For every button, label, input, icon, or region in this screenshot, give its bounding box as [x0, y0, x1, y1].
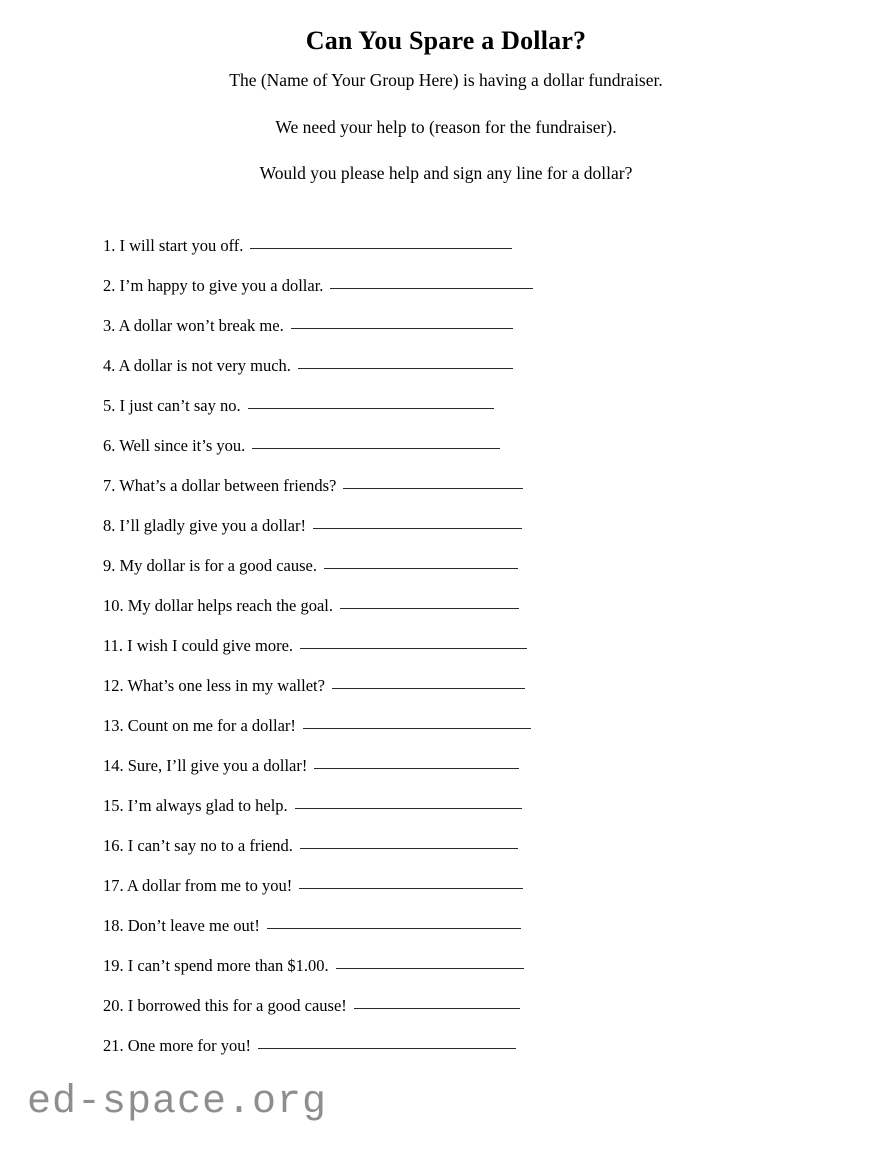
signature-write-in-line[interactable] — [313, 528, 522, 529]
list-item — [103, 638, 803, 678]
signature-prompt-text: 9. My dollar is for a good cause. — [103, 556, 317, 575]
list-item — [103, 278, 803, 318]
list-item — [103, 878, 803, 918]
list-item — [103, 398, 803, 438]
site-watermark: ed-space.org — [27, 1080, 328, 1125]
signature-write-in-line[interactable] — [248, 408, 494, 409]
signature-write-in-line[interactable] — [336, 968, 524, 969]
intro-line: Would you please help and sign any line for a dollar? — [259, 163, 633, 183]
signature-write-in-line[interactable] — [330, 288, 533, 289]
signature-prompt-text: 18. Don’t leave me out! — [103, 916, 260, 935]
signature-prompt-text: 2. I’m happy to give you a dollar. — [103, 276, 324, 295]
signature-prompt-text: 12. What’s one less in my wallet? — [103, 676, 325, 695]
signature-prompt-text: 10. My dollar helps reach the goal. — [103, 596, 334, 615]
intro-line: The (Name of Your Group Here) is having a dollar fundraiser. — [229, 70, 663, 90]
signature-prompt-text: 11. I wish I could give more. — [103, 636, 294, 655]
signature-prompt-text: 1. I will start you off. — [103, 236, 244, 255]
list-item — [103, 1038, 803, 1078]
signature-write-in-line[interactable] — [324, 568, 518, 569]
list-item — [103, 998, 803, 1038]
signature-prompt-text: 5. I just can’t say no. — [103, 396, 241, 415]
list-item — [103, 958, 803, 998]
intro-line: We need your help to (reason for the fundraiser). — [275, 116, 617, 137]
signature-write-in-line[interactable] — [258, 1048, 516, 1049]
list-item — [103, 558, 803, 598]
signature-prompt-text: 7. What’s a dollar between friends? — [103, 476, 337, 495]
signature-prompt-text: 17. A dollar from me to you! — [103, 876, 293, 895]
signature-prompt-text: 20. I borrowed this for a good cause! — [103, 996, 347, 1015]
list-item — [103, 798, 803, 838]
signature-prompt-text: 4. A dollar is not very much. — [103, 356, 291, 375]
signature-write-in-line[interactable] — [291, 328, 513, 329]
list-item — [103, 358, 803, 398]
list-item — [103, 238, 803, 278]
signature-prompt-text: 13. Count on me for a dollar! — [103, 716, 296, 735]
signature-write-in-line[interactable] — [252, 448, 500, 449]
list-item — [103, 678, 803, 718]
signature-prompt-text: 21. One more for you! — [103, 1036, 252, 1055]
signature-write-in-line[interactable] — [343, 488, 523, 489]
list-item — [103, 758, 803, 798]
signature-write-in-line[interactable] — [300, 648, 527, 649]
intro-paragraphs — [0, 72, 892, 212]
signature-list — [103, 238, 803, 1078]
signature-write-in-line[interactable] — [314, 768, 519, 769]
signature-write-in-line[interactable] — [267, 928, 521, 929]
list-item — [103, 438, 803, 478]
signature-write-in-line[interactable] — [332, 688, 525, 689]
list-item — [103, 478, 803, 518]
signature-prompt-text: 6. Well since it’s you. — [103, 436, 246, 455]
list-item — [103, 598, 803, 638]
signature-prompt-text: 3. A dollar won’t break me. — [103, 316, 284, 335]
signature-write-in-line[interactable] — [300, 848, 518, 849]
list-item — [103, 838, 803, 878]
list-item — [103, 918, 803, 958]
list-item — [103, 518, 803, 558]
page-title: Can You Spare a Dollar? — [305, 26, 587, 55]
signature-prompt-text: 8. I’ll gladly give you a dollar! — [103, 516, 306, 535]
signature-write-in-line[interactable] — [354, 1008, 520, 1009]
list-item — [103, 318, 803, 358]
signature-write-in-line[interactable] — [303, 728, 531, 729]
list-item — [103, 718, 803, 758]
signature-write-in-line[interactable] — [299, 888, 523, 889]
signature-write-in-line[interactable] — [250, 248, 512, 249]
signature-prompt-text: 14. Sure, I’ll give you a dollar! — [103, 756, 308, 775]
signature-prompt-text: 19. I can’t spend more than $1.00. — [103, 956, 329, 975]
signature-prompt-text: 15. I’m always glad to help. — [103, 796, 288, 815]
signature-prompt-text: 16. I can’t say no to a friend. — [103, 836, 293, 855]
signature-write-in-line[interactable] — [295, 808, 522, 809]
signature-write-in-line[interactable] — [340, 608, 519, 609]
signature-write-in-line[interactable] — [298, 368, 513, 369]
